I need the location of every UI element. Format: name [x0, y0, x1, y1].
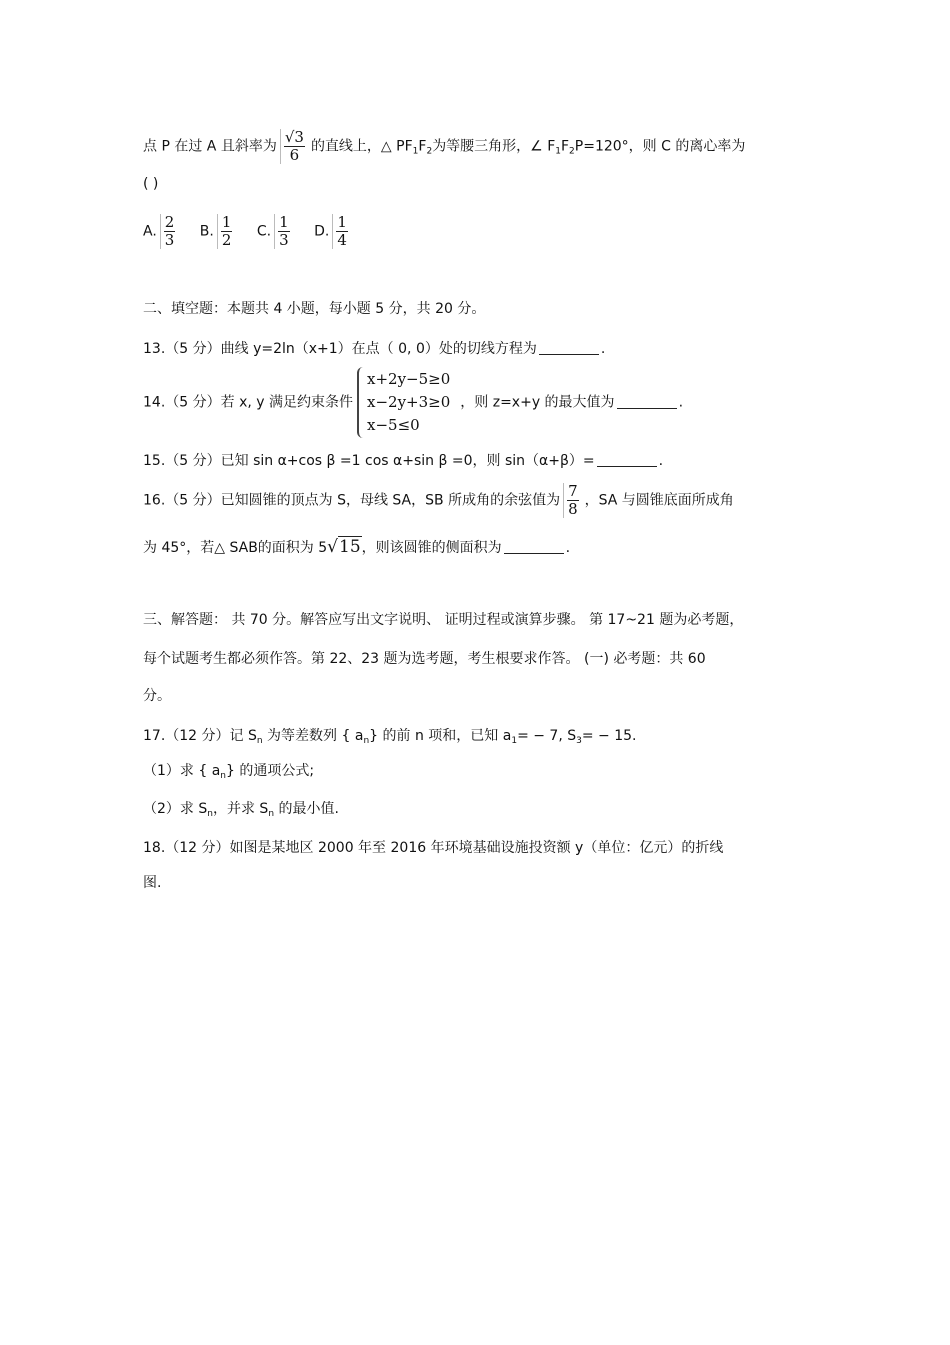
q17-part2: （2）求 $S_n$，并求 $S_n$ 的最小值.	[143, 801, 339, 819]
section3-line1: 三、解答题： 共 70 分。解答应写出文字说明、 证明过程或演算步骤。 第 17~21 题为必考题，	[143, 612, 744, 628]
cosine-fraction: $\frac{7}{8}$	[563, 483, 582, 518]
q14: 14.（5 分）若 x, y 满足约束条件 x+2y−5≥0 x−2y+3≥0 x−5≤0 ，则 z=x+y 的最大值为 .	[143, 367, 683, 438]
option-a-fraction: $\frac{2}{3}$	[160, 214, 179, 249]
q15: 15.（5 分）已知 sin α+cos β =1 cos α+sin β =0，则 sin（α+β）= .	[143, 453, 664, 469]
section3-line3: 分。	[143, 688, 171, 704]
section2-heading: 二、填空题：本题共 4 小题，每小题 5 分，共 20 分。	[143, 301, 486, 317]
answer-blank	[504, 539, 564, 554]
answer-blank	[617, 394, 677, 409]
section3-line2: 每个试题考生都必须作答。第 22、23 题为选考题，考生根要求作答。 (一) 必考题：共 60	[143, 651, 706, 667]
q13: 13.（5 分）曲线 y=2ln（x+1）在点（ 0, 0）处的切线方程为 .	[143, 341, 606, 357]
q16-line2: 为 45°，若△ SAB的面积为 5√15，则该圆锥的侧面积为 .	[143, 537, 571, 557]
answer-blank	[539, 340, 599, 355]
slope-fraction: $\frac{√3}{6}$	[280, 129, 308, 164]
q16-line1: 16.（5 分）已知圆锥的顶点为 S，母线 SA，SB 所成角的余弦值为 $\frac{7}{8}$ ，SA 与圆锥底面所成角	[143, 482, 734, 518]
option-d-fraction: $\frac{1}{4}$	[332, 214, 351, 249]
q12-stem: 点 P 在过 A 且斜率为 $\frac{√3}{6}$ 的直线上，△ $PF_1F_2$为等腰三角形，∠ $F_1F_2P=120^\circ$，则 C 的离心率为	[143, 128, 746, 164]
q17-part1: （1）求 { $a_n$} 的通项公式;	[143, 763, 315, 781]
q18-line2: 图.	[143, 875, 162, 891]
q12-answer-paren: ( )	[143, 176, 159, 192]
sqrt-expression: √15	[327, 537, 361, 557]
q17-stem: 17.（12 分）记 $S_n$ 为等差数列 { $a_n$} 的前 n 项和，已知 $a_1= - 7$, $S_3= - 15$.	[143, 728, 637, 746]
constraint-system: x+2y−5≥0 x−2y+3≥0 x−5≤0	[357, 367, 456, 438]
q18-line1: 18.（12 分）如图是某地区 2000 年至 2016 年环境基础设施投资额 y（单位：亿元）的折线	[143, 840, 724, 856]
answer-blank	[597, 452, 657, 467]
q12-options: A. $\frac{2}{3}$ B. $\frac{1}{2}$ C. $\frac{1}{3}$ D. $\frac{1}{4}$	[143, 214, 354, 249]
option-b-fraction: $\frac{1}{2}$	[217, 214, 236, 249]
option-c-fraction: $\frac{1}{3}$	[274, 214, 293, 249]
